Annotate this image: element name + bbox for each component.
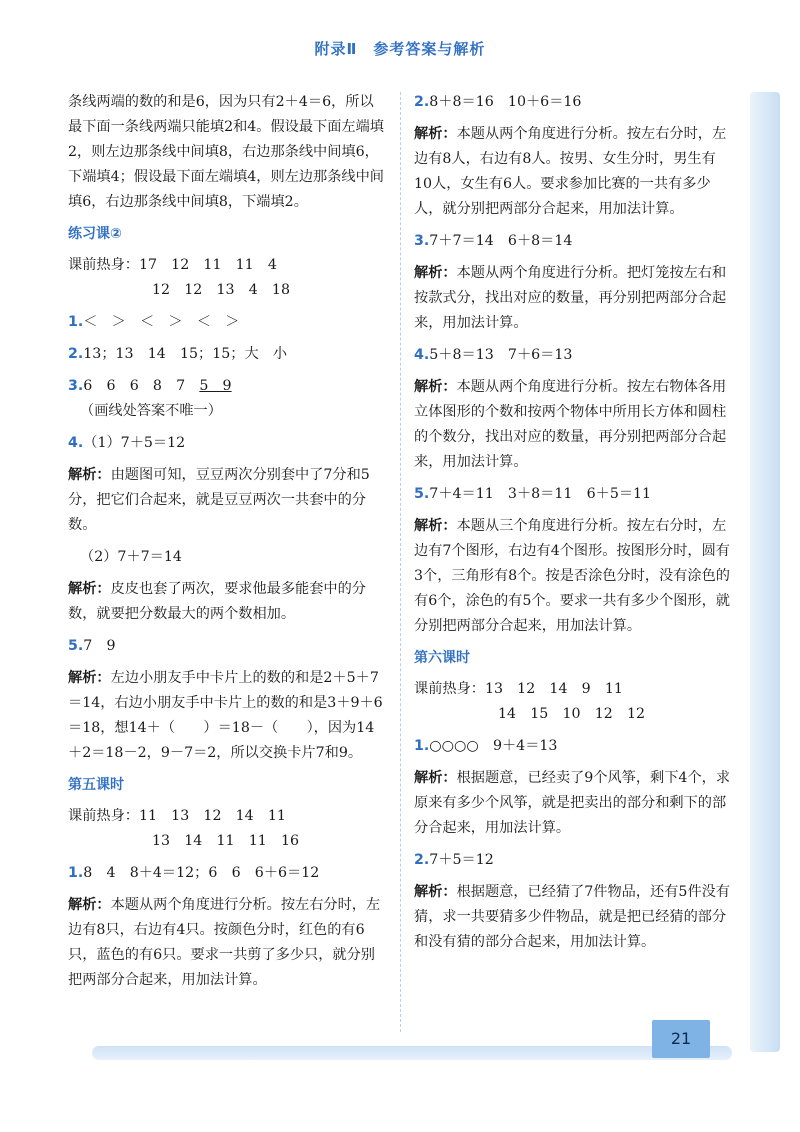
analysis bbox=[414, 122, 732, 222]
answer-text: 13；13 14 15；15；大 小 bbox=[83, 346, 288, 362]
item-number: 3. bbox=[414, 233, 430, 249]
answer-item bbox=[414, 482, 732, 507]
analysis-label: 解析： bbox=[414, 126, 457, 142]
page-header: 附录Ⅱ 参考答案与解析 bbox=[314, 40, 486, 58]
decorative-side-band bbox=[750, 92, 780, 1052]
analysis bbox=[414, 880, 732, 955]
warmup-line: 13 14 11 11 16 bbox=[152, 833, 300, 849]
analysis-label: 解析： bbox=[414, 770, 457, 786]
analysis-text: 本题从两个角度进行分析。把灯笼按左右和按款式分，找出对应的数量，再分别把两部分合起来，用加法计算。 bbox=[414, 265, 727, 331]
item-number: 2. bbox=[414, 852, 430, 868]
analysis-text: 皮皮也套了两次，要求他最多能套中的分数，就要把分数最大的两个数相加。 bbox=[68, 581, 366, 622]
answer-text: ＜ ＞ ＜ ＞ ＜ ＞ bbox=[83, 314, 240, 330]
analysis bbox=[68, 666, 386, 766]
analysis-label: 解析： bbox=[414, 884, 457, 900]
analysis-text: 左边小朋友手中卡片上的数的和是2＋5＋7＝14，右边小朋友手中卡片上的数的和是3＋9＋6＝18，想14＋（ ）＝18－（ ），因为14＋2＝18－2，9－7＝2，所以交换卡片7和9。 bbox=[68, 670, 383, 761]
item-number: 1. bbox=[68, 865, 84, 881]
analysis bbox=[414, 766, 732, 841]
analysis-label: 解析： bbox=[414, 379, 457, 395]
analysis-text: 本题从两个角度进行分析。按左右分时，左边有8只，右边有4只。按颜色分时，红色的有6只，蓝色的有6只。要求一共剪了多少只，就分别把两部分合起来，用加法计算。 bbox=[68, 897, 381, 988]
analysis-text: 根据题意，已经卖了9个风筝，剩下4个，求原来有多少个风筝，就是把卖出的部分和剩下的部分合起来，用加法计算。 bbox=[414, 770, 731, 836]
continued-text: 条线两端的数的和是6，因为只有2＋4＝6，所以最下面一条线两端只能填2和4。假设最下面左端填2，则左边那条线中间填8，右边那条线中间填6，下端填4；假设最下面左端填4，则左边那条线中间填6，右边那条线中间填8，下端填2。 bbox=[68, 94, 384, 210]
answer-text: 8 4 8＋4＝12；6 6 6＋6＝12 bbox=[83, 865, 320, 881]
section-title: 练习课② bbox=[68, 226, 122, 242]
answer-text: 7＋4＝11 3＋8＝11 6＋5＝11 bbox=[429, 486, 652, 502]
answer-item bbox=[68, 342, 386, 367]
analysis-label: 解析： bbox=[414, 518, 457, 534]
item-number: 4. bbox=[414, 347, 430, 363]
answer-text: 8＋8＝16 10＋6＝16 bbox=[429, 94, 582, 110]
analysis bbox=[68, 463, 386, 538]
answer-item bbox=[414, 90, 732, 115]
item-number: 1. bbox=[68, 314, 84, 330]
item-number: 2. bbox=[414, 94, 430, 110]
answer-item bbox=[414, 848, 732, 873]
answer-item bbox=[68, 374, 386, 399]
item-number: 3. bbox=[68, 378, 84, 394]
answer-item bbox=[414, 343, 732, 368]
answer-note: （画线处答案不唯一） bbox=[80, 403, 222, 419]
answer-text: （1）7＋5＝12 bbox=[83, 435, 186, 451]
warmup-line: 课前热身：17 12 11 11 4 bbox=[68, 257, 277, 273]
page-number: 21 bbox=[652, 1020, 710, 1058]
section-title: 第五课时 bbox=[68, 777, 124, 793]
answer-text: 7 9 bbox=[83, 638, 116, 654]
analysis-text: 本题从两个角度进行分析。按左右分时，左边有8人，右边有8人。按男、女生分时，男生有10人，女生有6人。要求参加比赛的一共有多少人，就分别把两部分合起来，用加法计算。 bbox=[414, 126, 727, 217]
answer-item bbox=[68, 634, 386, 659]
answer-item bbox=[68, 431, 386, 456]
analysis-text: 本题从三个角度进行分析。按左右分时，左边有7个图形，右边有4个图形。按图形分时，圆有3个，三角形有8个。按是否涂色分时，没有涂色的有6个，涂色的有5个。要求一共有多少个图形，就分别把两部分合起来，用加法计算。 bbox=[414, 518, 730, 634]
item-number: 1. bbox=[414, 738, 430, 754]
warmup-line: 14 15 10 12 12 bbox=[498, 706, 646, 722]
item-number: 5. bbox=[414, 486, 430, 502]
analysis bbox=[414, 375, 732, 475]
analysis-text: 本题从两个角度进行分析。按左右物体各用立体图形的个数和按两个物体中所用长方体和圆柱的个数分，找出对应的数量，再分别把两部分合起来，用加法计算。 bbox=[414, 379, 727, 470]
right-column bbox=[414, 90, 732, 962]
answer-text: ○○○○ 9＋4＝13 bbox=[429, 738, 558, 754]
section-title: 第六课时 bbox=[414, 650, 470, 666]
answer-item bbox=[68, 310, 386, 335]
analysis-label: 解析： bbox=[68, 467, 111, 483]
answer-item bbox=[414, 229, 732, 254]
answer-text: 7＋5＝12 bbox=[429, 852, 494, 868]
analysis-text: 由题图可知，豆豆两次分别套中了7分和5分，把它们合起来，就是豆豆两次一共套中的分数。 bbox=[68, 467, 370, 533]
decorative-bottom-band bbox=[92, 1046, 732, 1060]
item-number: 2. bbox=[68, 346, 84, 362]
analysis-label: 解析： bbox=[68, 581, 111, 597]
answer-text: （2）7＋7＝14 bbox=[80, 549, 182, 565]
answer-item bbox=[414, 734, 732, 759]
answer-item bbox=[68, 861, 386, 886]
item-number: 5. bbox=[68, 638, 84, 654]
column-divider bbox=[400, 92, 401, 1032]
analysis-label: 解析： bbox=[68, 670, 111, 686]
warmup-line: 12 12 13 4 18 bbox=[152, 282, 290, 298]
answer-text: 5＋8＝13 7＋6＝13 bbox=[429, 347, 573, 363]
analysis-text: 根据题意，已经猜了7件物品，还有5件没有猜，求一共要猜多少件物品，就是把已经猜的部分和没有猜的部分合起来，用加法计算。 bbox=[414, 884, 731, 950]
analysis bbox=[68, 893, 386, 993]
warmup-line: 课前热身：13 12 14 9 11 bbox=[414, 681, 623, 697]
item-number: 4. bbox=[68, 435, 84, 451]
warmup-line: 课前热身：11 13 12 14 11 bbox=[68, 808, 286, 824]
underlined-answer: 5 9 bbox=[199, 378, 232, 394]
analysis bbox=[68, 577, 386, 627]
answer-text: 7＋7＝14 6＋8＝14 bbox=[429, 233, 573, 249]
analysis-label: 解析： bbox=[68, 897, 111, 913]
analysis-label: 解析： bbox=[414, 265, 457, 281]
answer-text: 6 6 6 8 7 bbox=[83, 378, 200, 394]
analysis bbox=[414, 514, 732, 639]
left-column bbox=[68, 90, 386, 1000]
analysis bbox=[414, 261, 732, 336]
